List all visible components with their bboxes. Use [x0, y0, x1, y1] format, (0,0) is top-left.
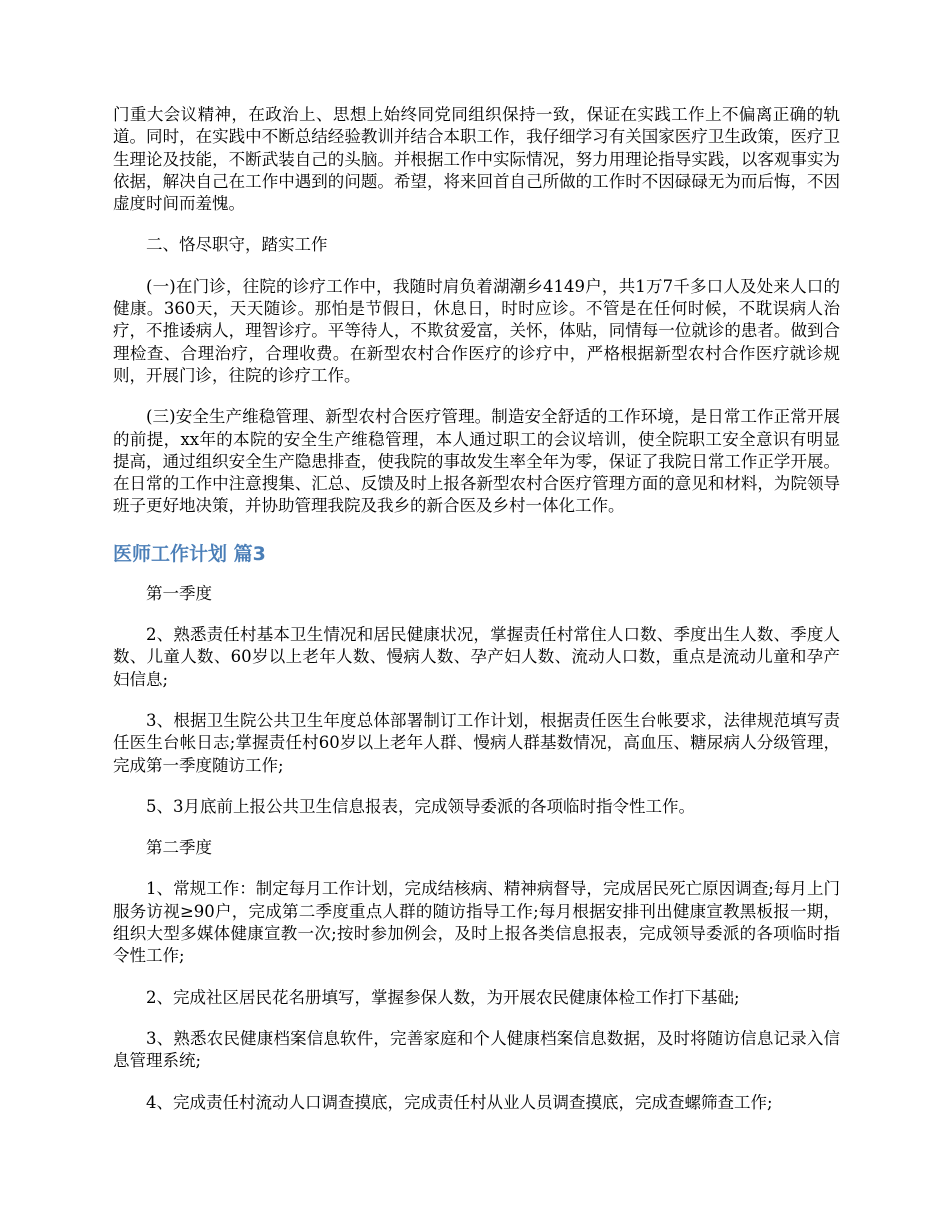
paragraph-outpatient: (一)在门诊，往院的诊疗工作中，我随时肩负着湖潮乡4149户，共1万7千多口人及处来人口的健康。360天，天天随诊。那怕是节假日，休息日，时时应诊。不管是在任何时候，不耽误病人治疗，不推诿病人，理智诊疗。平等待人，不欺贫爱富，关怀，体贴，同情每一位就诊的患者。做到合理检查、合理治疗，合理收费。在新型农村合作医疗的诊疗中，严格根据新型农村合作医疗就诊规则，开展门诊，往院的诊疗工作。 — [113, 276, 840, 385]
q2-item: 2、完成社区居民花名册填写，掌握参保人数，为开展农民健康体检工作打下基础; — [146, 987, 740, 1007]
q2-item: 1、常规工作：制定每月工作计划，完成结核病、精神病督导，完成居民死亡原因调查;每月上门服务访视≥90户，完成第二季度重点人群的随访指导工作;每月根据安排刊出健康宣教黑板报一期，组织大型多媒体健康宣教一次;按时参加例会，及时上报各类信息报表，完成领导委派的各项临时指令性工作; — [113, 879, 840, 966]
paragraph-safety: (三)安全生产维稳管理、新型农村合医疗管理。制造安全舒适的工作环境，是日常工作正常开展的前提，xx年的本院的安全生产维稳管理，本人通过职工的会议培训，使全院职工安全意识有明显提高，通过组织安全生产隐患排查，使我院的事故发生率全年为零，保证了我院日常工作正学开展。在日常的工作中注意搜集、汇总、反馈及时上报各新型农村合医疗管理方面的意见和材料，为院领导班子更好地决策，并协助管理我院及我乡的新合医及乡村一体化工作。 — [113, 407, 840, 516]
q1-item: 3、根据卫生院公共卫生年度总体部署制订工作计划，根据责任医生台帐要求，法律规范填写责任医生台帐日志;掌握责任村60岁以上老年人群、慢病人群基数情况，高血压、糖尿病人分级管理，完成第一季度随访工作; — [113, 710, 840, 775]
quarter-two-label: 第二季度 — [146, 838, 212, 858]
quarter-one-label: 第一季度 — [146, 583, 212, 603]
q1-item: 5、3月底前上报公共卫生信息报表，完成领导委派的各项临时指令性工作。 — [146, 796, 695, 816]
q2-item: 4、完成责任村流动人口调查摸底，完成责任村从业人员调查摸底，完成查螺筛查工作; — [146, 1092, 773, 1112]
q2-item: 3、熟悉农民健康档案信息软件，完善家庭和个人健康档案信息数据，及时将随访信息记录入信息管理系统; — [113, 1028, 840, 1071]
q1-item: 2、熟悉责任村基本卫生情况和居民健康状况，掌握责任村常住人口数、季度出生人数、季度人数、儿童人数、60岁以上老年人数、慢病人数、孕产妇人数、流动人口数，重点是流动儿童和孕产妇信息; — [113, 625, 840, 689]
document-page — [113, 104, 840, 1133]
subheading-duty: 二、恪尽职守，踏实工作 — [146, 235, 328, 255]
intro-paragraph: 门重大会议精神，在政治上、思想上始终同党同组织保持一致，保证在实践工作上不偏离正确的轨道。同时，在实践中不断总结经验教训并结合本职工作，我仔细学习有关国家医疗卫生政策，医疗卫生理论及技能，不断武装自己的头脑。并根据工作中实际情况，努力用理论指导实践，以客观事实为依据，解决自己在工作中遇到的问题。希望，将来回首自己所做的工作时不因碌碌无为而后悔，不因虚度时间而羞愧。 — [113, 105, 840, 214]
section-title: 医师工作计划 篇3 — [113, 542, 266, 565]
